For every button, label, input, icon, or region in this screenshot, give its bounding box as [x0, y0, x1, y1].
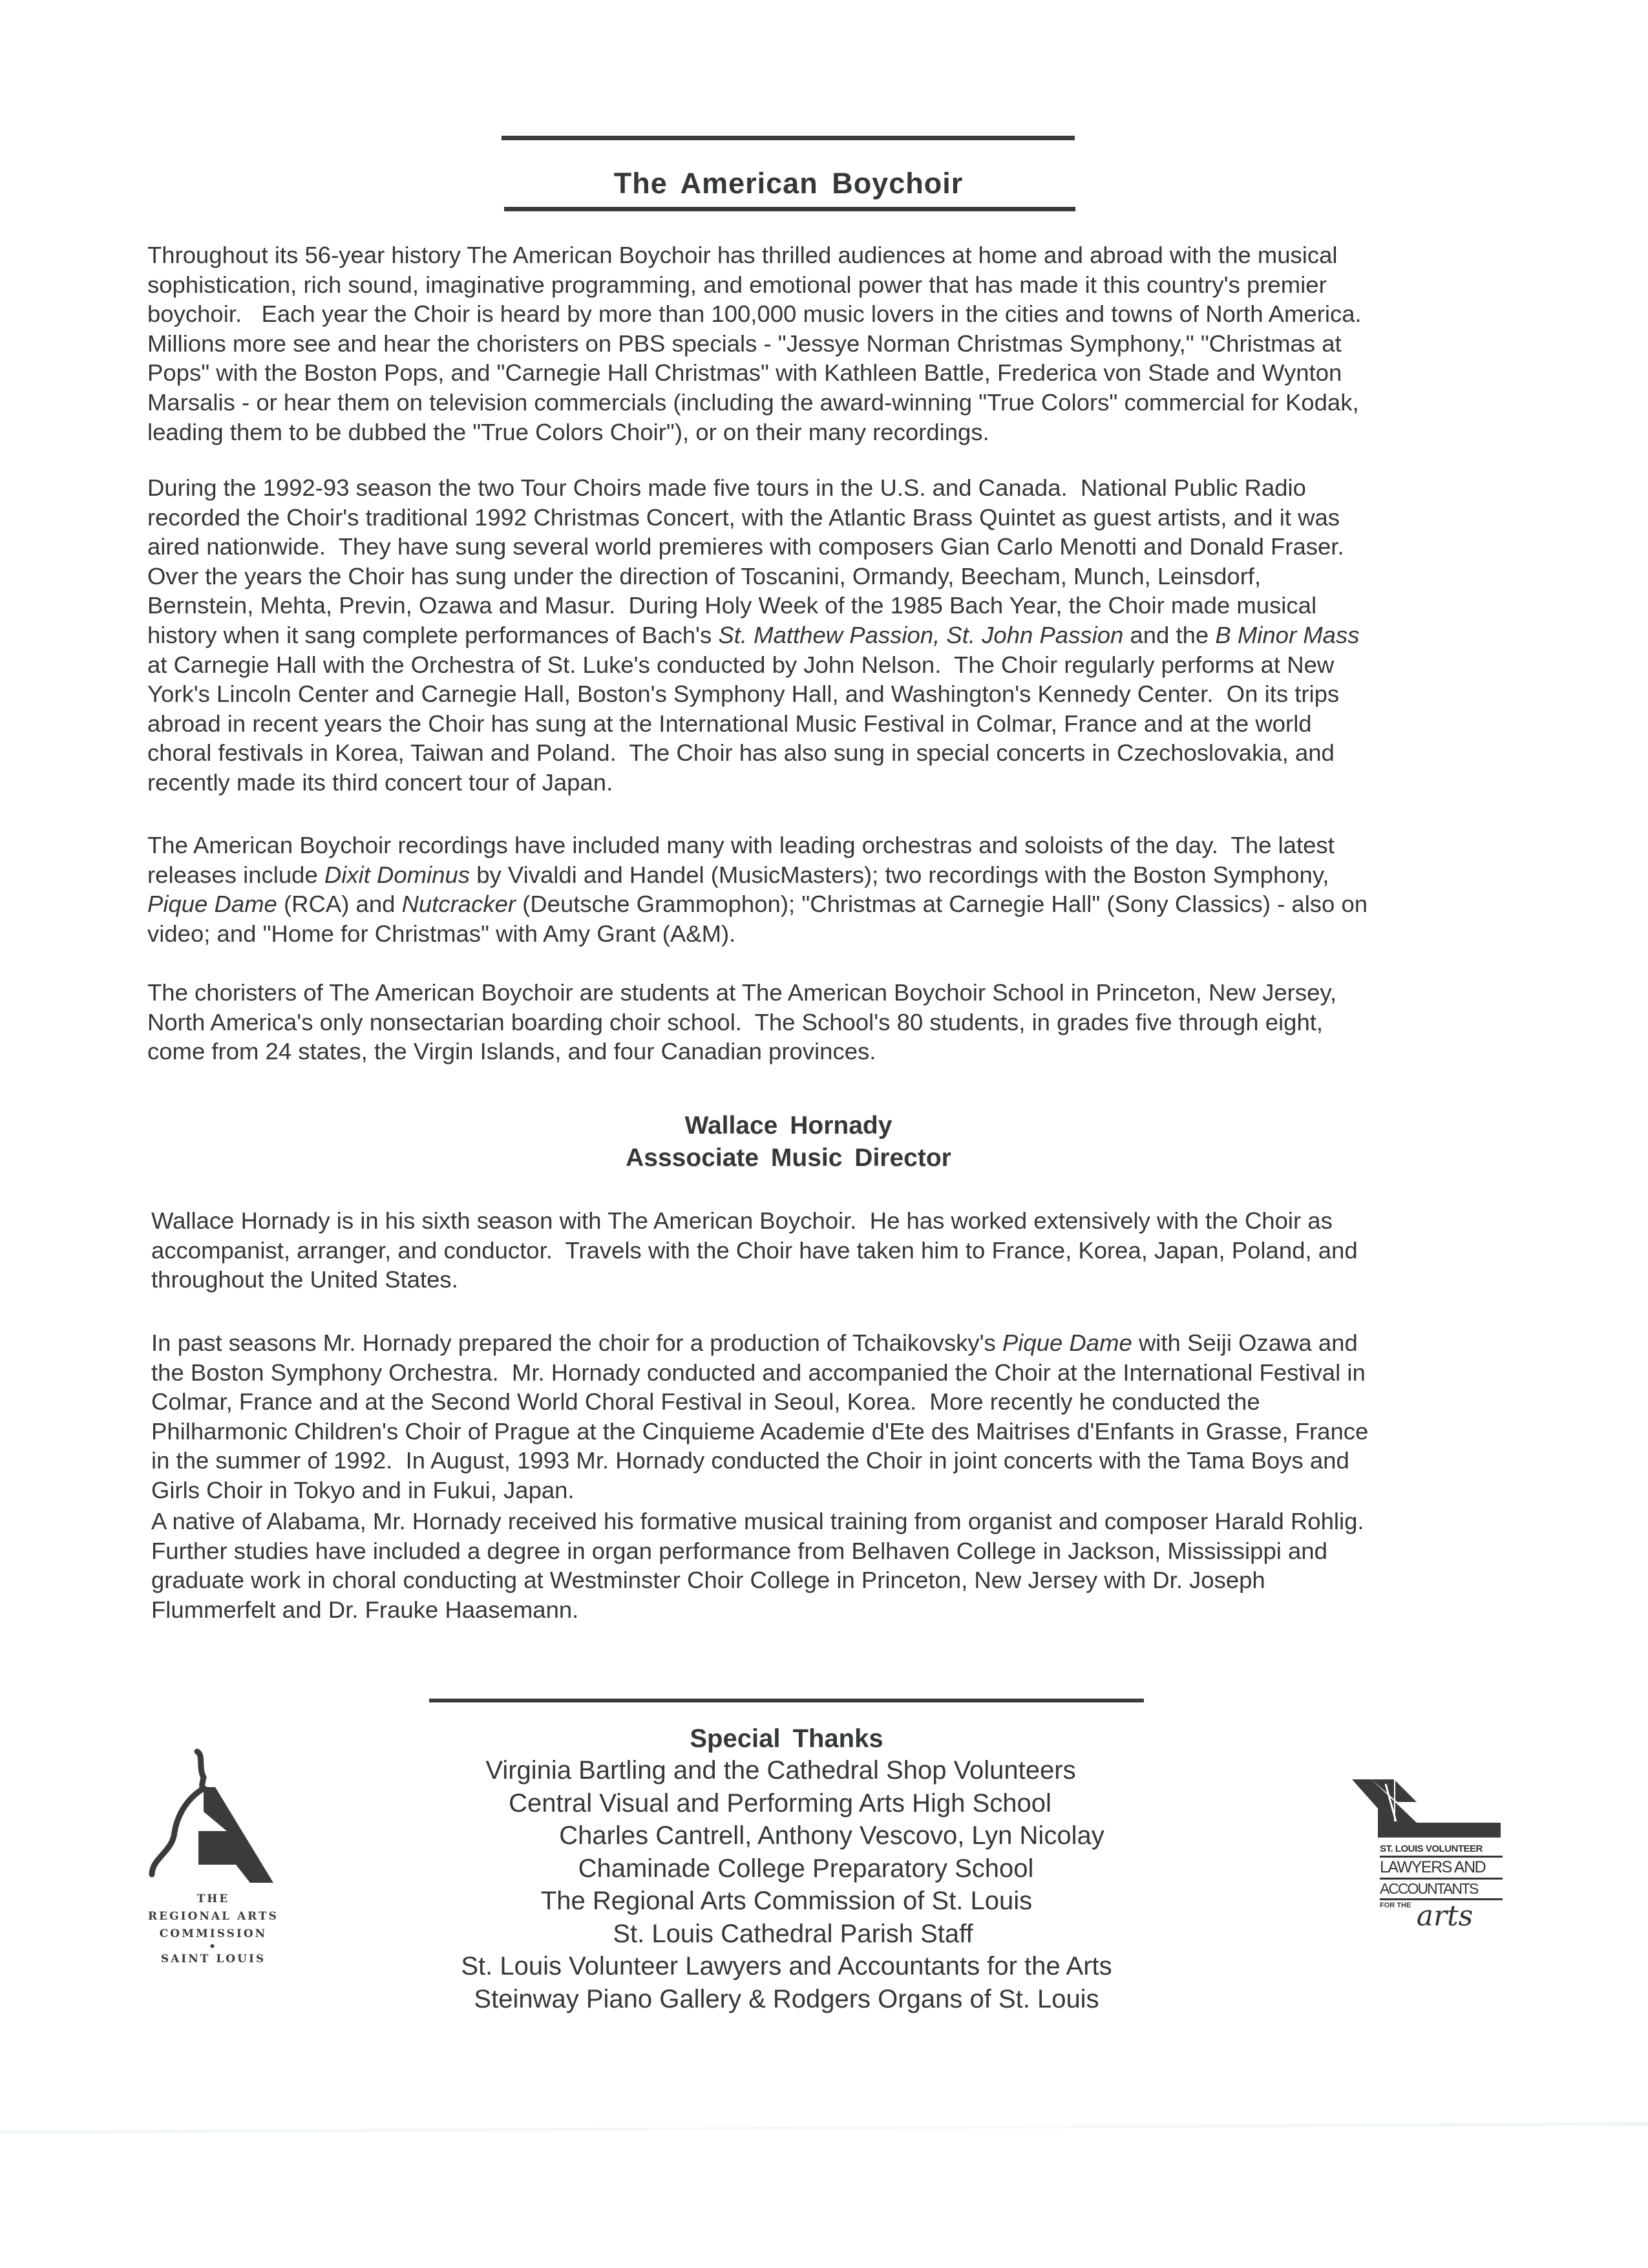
- text-line: Bernstein, Mehta, Previn, Ozawa and Masur. During Holy Week of the 1985 Bach Year, the Choir made musical: [147, 592, 1317, 619]
- text-line: Flummerfelt and Dr. Frauke Haasemann.: [151, 1596, 579, 1623]
- italic-title: Pique Dame: [1002, 1330, 1132, 1356]
- intro-paragraph-4: [147, 978, 1336, 1066]
- text-line: abroad in recent years the Choir has sung at the International Music Festival in Colmar, France and at the world: [147, 710, 1312, 737]
- special-thanks-list: [429, 1754, 1144, 2015]
- text-line: Further studies have included a degree in organ performance from Belhaven College in Jackson, Mississippi and: [151, 1537, 1327, 1564]
- special-thanks-title: Special Thanks: [690, 1724, 883, 1753]
- regional-arts-commission-wordmark: THE REGIONAL ARTS COMMISSION • SAINT LOUIS: [148, 1892, 279, 1966]
- text-line: throughout the United States.: [151, 1266, 458, 1293]
- text-line: North America's only nonsectarian boarding choir school. The School's 80 students, in grades five through eight,: [147, 1008, 1324, 1035]
- text-line: Pique Dame (RCA) and Nutcracker (Deutsche Grammophon); "Christmas at Carnegie Hall" (Sony Classics) - also on: [147, 891, 1368, 918]
- text-line: history when it sang complete performances of Bach's St. Matthew Passion, St. John Passion and the B Minor Mass: [147, 621, 1360, 648]
- thanks-item: St. Louis Volunteer Lawyers and Accountants for the Arts: [461, 1952, 1112, 1980]
- page-title: The American Boychoir: [613, 167, 964, 200]
- text-line: releases include Dixit Dominus by Vivaldi and Handel (MusicMasters); two recordings with the Boston Symphony,: [147, 861, 1329, 888]
- text-line: recorded the Choir's traditional 1992 Christmas Concert, with the Atlantic Brass Quintet as guest artists, and it was: [147, 503, 1340, 531]
- director-role: Asssociate Music Director: [626, 1144, 951, 1172]
- volunteer-lawyers-wordmark: ST. LOUIS VOLUNTEER LAWYERS AND ACCOUNTANTS $^{FOR THE}$ arts: [1380, 1844, 1503, 1931]
- director-paragraph-2: [151, 1328, 1368, 1505]
- italic-title: Nutcracker: [401, 891, 516, 918]
- text-line: choral festivals in Korea, Taiwan and Poland. The Choir has also sung in special concerts in Czechoslovakia, and: [147, 739, 1335, 767]
- text-line: York's Lincoln Center and Carnegie Hall, Boston's Symphony Hall, and Washington's Kennedy Center. On its trips: [147, 681, 1340, 708]
- text-line: Wallace Hornady is in his sixth season with The American Boychoir. He has worked extensively with the Choir as: [151, 1207, 1333, 1234]
- text-line: Marsalis - or hear them on television commercials (including the award-winning "True Colors" commercial for Kodak,: [147, 388, 1359, 416]
- intro-paragraph-1: [147, 240, 1362, 447]
- text-line: Philharmonic Children's Choir of Prague at the Cinquieme Academie d'Ete des Maitrises d'Enfants in Grasse, France: [151, 1417, 1369, 1445]
- regional-arts-commission-logo: [139, 1748, 288, 1891]
- title-rule-bottom: [504, 207, 1075, 211]
- text-line: Throughout its 56-year history The American Boychoir has thrilled audiences at home and abroad with the musical: [147, 242, 1338, 268]
- thanks-item: Steinway Piano Gallery & Rodgers Organs of St. Louis: [474, 1984, 1099, 2013]
- text-line: In past seasons Mr. Hornady prepared the choir for a production of Tchaikovsky's Pique Dame with Seiji Ozawa and: [151, 1330, 1358, 1356]
- title-rule-top: [502, 136, 1075, 140]
- text-line: The American Boychoir recordings have included many with leading orchestras and soloists of the day. The latest: [147, 832, 1335, 858]
- italic-title: St. Matthew Passion, St. John Passion: [718, 621, 1124, 648]
- italic-title: Dixit Dominus: [324, 861, 470, 888]
- italic-title: Pique Dame: [147, 891, 277, 918]
- text-line: aired nationwide. They have sung several world premieres with composers Gian Carlo Menotti and Donald Fraser.: [147, 533, 1344, 560]
- text-line: accompanist, arranger, and conductor. Travels with the Choir have taken him to France, Korea, Japan, Poland, and: [151, 1236, 1358, 1264]
- scan-artifact: [0, 2122, 1648, 2134]
- text-line: at Carnegie Hall with the Orchestra of St. Luke's conducted by John Nelson. The Choir regularly performs at New: [147, 651, 1335, 678]
- text-line: leading them to be dubbed the "True Colors Choir"), or on their many recordings.: [147, 418, 989, 445]
- thanks-item: Virginia Bartling and the Cathedral Shop Volunteers: [485, 1756, 1076, 1785]
- thanks-item: Central Visual and Performing Arts High School: [509, 1788, 1051, 1818]
- thanks-item: The Regional Arts Commission of St. Louis: [540, 1887, 1033, 1915]
- italic-title: B Minor Mass: [1215, 621, 1360, 648]
- director-paragraph-3: [151, 1507, 1364, 1624]
- text-line: the Boston Symphony Orchestra. Mr. Hornady conducted and accompanied the Choir at the International Festival in: [151, 1359, 1366, 1386]
- director-name: Wallace Hornady: [684, 1112, 893, 1139]
- thanks-item: Charles Cantrell, Anthony Vescovo, Lyn Nicolay: [559, 1821, 1104, 1850]
- thanks-item: St. Louis Cathedral Parish Staff: [613, 1919, 973, 1948]
- intro-paragraph-2: [147, 473, 1359, 798]
- text-line: Millions more see and hear the choristers on PBS specials - "Jessye Norman Christmas Symphony," "Christmas at: [147, 330, 1342, 357]
- text-line: Colmar, France and at the Second World Choral Festival in Seoul, Korea. More recently he conducted the: [151, 1388, 1260, 1415]
- thanks-divider: [429, 1699, 1144, 1702]
- thanks-item: Chaminade College Preparatory School: [578, 1854, 1034, 1883]
- text-line: Pops" with the Boston Pops, and "Carnegie Hall Christmas" with Kathleen Battle, Frederica von Stade and Wynton: [147, 359, 1342, 387]
- intro-paragraph-3: [147, 831, 1368, 948]
- text-line: recently made its third concert tour of Japan.: [147, 768, 613, 796]
- text-line: A native of Alabama, Mr. Hornady received his formative musical training from organist and composer Harald Rohlig.: [151, 1508, 1364, 1534]
- text-line: graduate work in choral conducting at Westminster Choir College in Princeton, New Jersey with Dr. Joseph: [151, 1567, 1265, 1594]
- director-paragraph-1: [151, 1206, 1358, 1295]
- text-line: in the summer of 1992. In August, 1993 Mr. Hornady conducted the Choir in joint concerts with the Tama Boys and: [151, 1447, 1349, 1474]
- text-line: The choristers of The American Boychoir are students at The American Boychoir School in Princeton, New Jersey,: [147, 979, 1337, 1006]
- text-line: Girls Choir in Tokyo and in Fukui, Japan.: [151, 1476, 575, 1503]
- text-line: come from 24 states, the Virgin Islands, and four Canadian provinces.: [147, 1038, 876, 1065]
- text-line: Over the years the Choir has sung under the direction of Toscanini, Ormandy, Beecham, Munch, Leinsdorf,: [147, 562, 1262, 589]
- text-line: sophistication, rich sound, imaginative programming, and emotional power that has made it this country's premier: [147, 271, 1327, 298]
- volunteer-lawyers-logo: [1352, 1776, 1507, 1841]
- text-line: During the 1992-93 season the two Tour Choirs made five tours in the U.S. and Canada. National Public Radio: [147, 474, 1306, 501]
- text-line: video; and "Home for Christmas" with Amy Grant (A&M).: [147, 920, 736, 947]
- text-line: boychoir. Each year the Choir is heard by more than 100,000 music lovers in the cities and towns of North America.: [147, 301, 1362, 328]
